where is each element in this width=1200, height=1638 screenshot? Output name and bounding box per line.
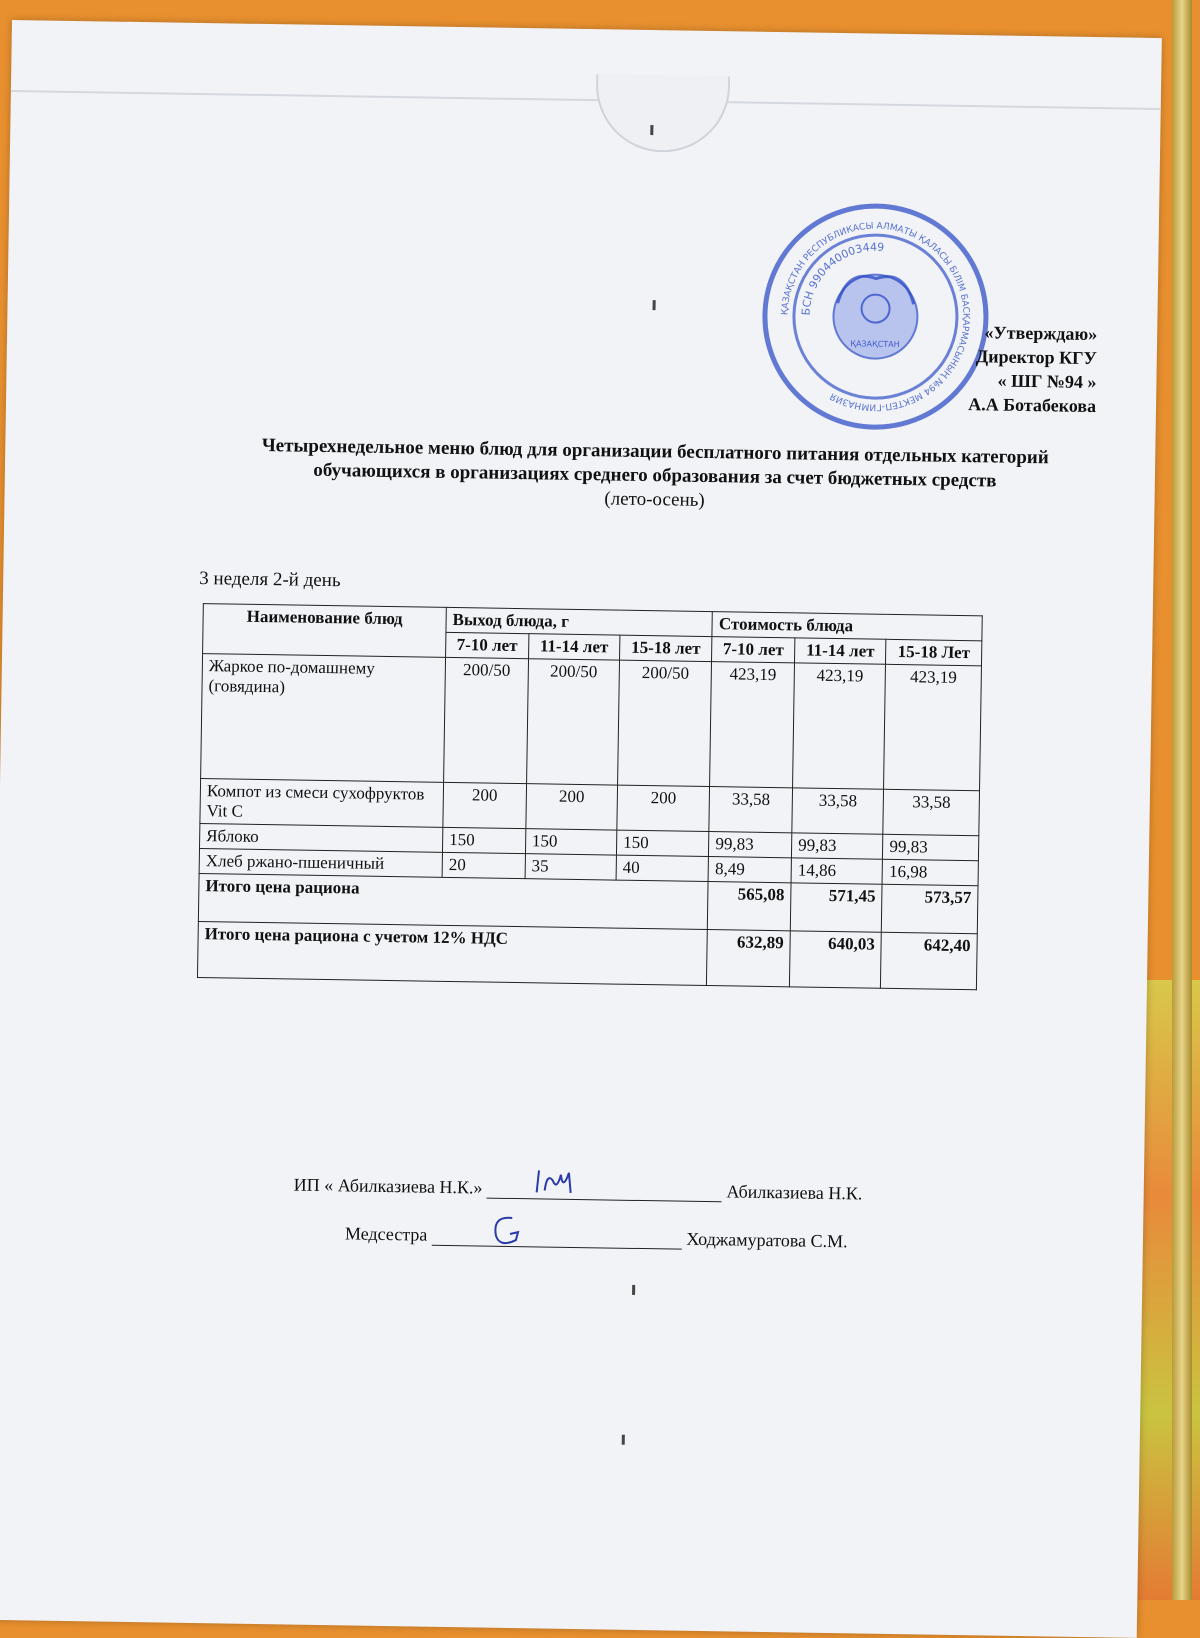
cost-11-14: 423,19: [793, 663, 886, 789]
plastic-sleeve-edge: [11, 90, 1161, 110]
cost-7-10: 8,49: [708, 857, 791, 883]
approval-block: [968, 320, 1097, 418]
nurse-label: Медсестра: [344, 1223, 428, 1245]
yield-7-10: 20: [442, 852, 525, 878]
nurse-name: Ходжамуратова С.М.: [686, 1228, 848, 1252]
supplier-signature-line: [294, 1175, 863, 1205]
total-vat-cost-7-10: 632,89: [707, 930, 791, 987]
header-yield: Выход блюда, г: [446, 607, 713, 636]
cost-11-14: 99,83: [791, 833, 883, 859]
approval-line-4: А.А Ботабекова: [968, 394, 1097, 417]
header-name: Наименование блюд: [203, 604, 447, 658]
cost-15-18: 33,58: [883, 789, 979, 835]
stamp-center-text: ҚАЗАҚСТАН: [850, 339, 900, 349]
header-yield-11-14: 11-14 лет: [528, 634, 620, 660]
menu-table: [197, 603, 983, 990]
yield-15-18: 40: [616, 855, 709, 881]
yield-7-10: 200/50: [444, 657, 529, 783]
yield-11-14: 150: [525, 829, 617, 855]
dish-name: Жаркое по-домашнему (говядина): [201, 654, 446, 783]
yield-15-18: 200: [617, 785, 710, 831]
cost-15-18: 423,19: [884, 664, 982, 790]
cost-15-18: 16,98: [882, 859, 978, 886]
header-cost-15-18: 15-18 Лет: [886, 639, 982, 666]
table-row: [201, 654, 982, 791]
document-title: [204, 433, 1105, 519]
total-cost-11-14: 571,45: [790, 883, 882, 932]
supplier-label: ИП « Абилказиева Н.К.»: [293, 1174, 483, 1198]
cost-11-14: 14,86: [791, 858, 883, 884]
yield-15-18: 200/50: [618, 660, 712, 786]
total-cost-7-10: 565,08: [708, 882, 792, 931]
total-cost-15-18: 573,57: [882, 884, 978, 933]
frame-edge: [1172, 0, 1192, 1600]
sleeve-mark: [653, 300, 656, 310]
header-cost: Стоимость блюда: [712, 612, 982, 641]
cost-7-10: 33,58: [709, 787, 792, 833]
total-vat-row: [197, 922, 977, 990]
document-sheet: [0, 20, 1162, 1638]
total-vat-cost-11-14: 640,03: [789, 931, 881, 988]
sleeve-mark: [650, 125, 653, 135]
header-yield-15-18: 15-18 лет: [620, 635, 713, 661]
week-day-label: 3 неделя 2-й день: [199, 568, 341, 592]
approval-line-3: « ШГ №94 »: [997, 370, 1097, 393]
header-yield-7-10: 7-10 лет: [446, 632, 529, 658]
cost-7-10: 99,83: [709, 832, 792, 858]
dish-name: Хлеб ржано-пшеничный: [199, 849, 442, 878]
header-cost-7-10: 7-10 лет: [712, 637, 795, 663]
title-main: Четырехнедельное меню блюд для организации бесплатного питания отдельных категорий обучающихся в организациях среднего образования за счет бюджетных средств: [261, 434, 1049, 492]
yield-11-14: 35: [525, 854, 617, 880]
supplier-signature: [487, 1180, 722, 1203]
dish-name: Яблоко: [200, 824, 443, 853]
approval-line-1: «Утверждаю»: [984, 322, 1098, 345]
total-vat-cost-15-18: 642,40: [881, 932, 978, 989]
supplier-name: Абилказиева Н.К.: [726, 1181, 863, 1204]
yield-7-10: 150: [442, 827, 525, 853]
title-season: (лето-осень): [604, 488, 705, 511]
nurse-signature: [432, 1227, 682, 1250]
cost-7-10: 423,19: [710, 662, 795, 788]
yield-7-10: 200: [443, 782, 526, 828]
total-label: Итого цена рациона: [198, 874, 708, 930]
official-stamp: [761, 202, 991, 432]
yield-11-14: 200/50: [526, 659, 619, 785]
yield-11-14: 200: [526, 784, 618, 830]
plastic-sleeve-notch: [595, 74, 730, 153]
handwritten-signature-icon: [472, 1209, 553, 1250]
handwritten-signature-icon: [527, 1162, 608, 1203]
stamp-outer-text: ҚАЗАҚСТАН РЕСПУБЛИКАСЫ АЛМАТЫ ҚАЛАСЫ БІЛІМ БАСҚАРМАСЫНЫҢ №94 МЕКТЕП-ГИМНАЗИЯ: [780, 221, 971, 412]
sleeve-mark: [622, 1435, 625, 1445]
cost-15-18: 99,83: [883, 834, 979, 861]
sleeve-mark: [632, 1285, 635, 1295]
dish-name: Компот из смеси сухофруктов Vit C: [200, 779, 444, 828]
yield-15-18: 150: [616, 830, 709, 856]
approval-line-2: Директор КГУ: [975, 346, 1097, 369]
total-vat-label: Итого цена рациона с учетом 12% НДС: [197, 922, 707, 986]
stamp-inner-text: БСН 990440003449: [799, 240, 885, 316]
nurse-signature-line: [345, 1223, 848, 1252]
cost-11-14: 33,58: [792, 788, 884, 834]
header-cost-11-14: 11-14 лет: [795, 638, 887, 664]
